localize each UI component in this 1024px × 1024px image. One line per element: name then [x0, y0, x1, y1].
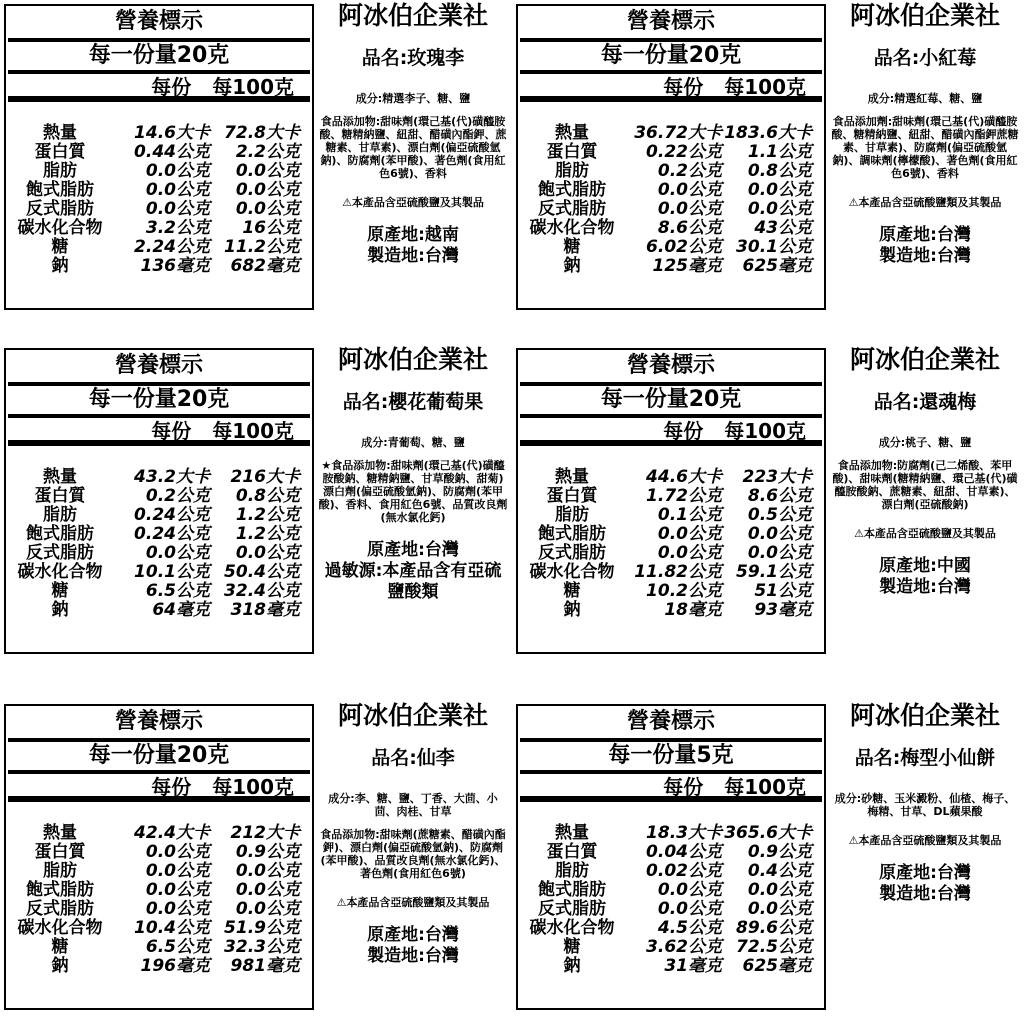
- nutrition-header: 營養標示: [114, 353, 203, 378]
- per-100g-header: 每100克: [212, 419, 294, 443]
- per-100g-value: 0.4公克: [747, 861, 812, 881]
- per-serving-header: 每份: [151, 419, 192, 443]
- per-serving-value: 6.02公克: [646, 237, 722, 257]
- per-serving-value: 196毫克: [140, 956, 210, 976]
- product-info: [318, 700, 508, 1016]
- nutrient-name: 脂肪: [555, 861, 589, 881]
- per-100g-value: 89.6公克: [736, 918, 812, 938]
- per-serving-header: 每份: [663, 775, 704, 799]
- nutrient-name: 飽式脂肪: [26, 880, 94, 900]
- nutrient-name: 熱量: [555, 467, 589, 487]
- nutrient-name: 反式脂肪: [538, 899, 606, 919]
- per-100g-value: 183.6大卡: [724, 123, 812, 143]
- per-100g-value: 0.0公克: [235, 880, 300, 900]
- nutrient-row: [10, 238, 310, 257]
- nutrition-header: 營養標示: [626, 9, 715, 34]
- per-serving-value: 0.0公克: [145, 543, 210, 563]
- nutrient-row: [522, 200, 822, 219]
- nutrient-row: [10, 181, 310, 200]
- per-serving-value: 8.6公克: [657, 218, 722, 238]
- product-info: [830, 700, 1020, 1016]
- serving-size: 每一份量20克: [8, 38, 310, 74]
- additives: ★食品添加物:甜味劑(環己基(代)磺醯胺酸鈉、糖精鈉鹽、甘草酸鈉、甜菊)漂白劑(偏亞硫酸氫鈉)、防腐劑(苯甲酸)、香料、食用紅色6號、品質改良劑(無水氯化鈣): [318, 459, 508, 524]
- nutrition-label: [512, 0, 1018, 316]
- brand-name: 阿冰伯企業社: [337, 345, 488, 374]
- ingredients: 成分:精選紅莓、糖、鹽: [867, 92, 983, 105]
- nutrient-row: [10, 143, 310, 162]
- nutrient-name: 蛋白質: [546, 142, 598, 162]
- per-100g-value: 625毫克: [742, 256, 812, 276]
- per-100g-header: 每100克: [724, 775, 806, 799]
- nutrient-row: [522, 900, 822, 919]
- nutrient-row: [10, 582, 310, 601]
- nutrient-row: [522, 162, 822, 181]
- nutrient-table: [10, 124, 310, 276]
- per-100g-value: 0.0公克: [747, 899, 812, 919]
- per-100g-value: 93毫克: [754, 600, 812, 620]
- nutrient-name: 鈉: [563, 956, 581, 976]
- nutrient-row: [522, 181, 822, 200]
- per-100g-header: 每100克: [724, 419, 806, 443]
- nutrient-row: [522, 544, 822, 563]
- per-serving-value: 0.0公克: [145, 180, 210, 200]
- serving-size: 每一份量5克: [520, 738, 822, 774]
- nutrient-name: 碳水化合物: [17, 562, 103, 582]
- per-serving-value: 0.0公克: [145, 161, 210, 181]
- nutrient-row: [522, 525, 822, 544]
- per-serving-value: 1.72公克: [646, 486, 722, 506]
- per-100g-value: 0.0公克: [235, 199, 300, 219]
- product-info: [830, 344, 1020, 660]
- per-serving-value: 0.0公克: [145, 880, 210, 900]
- nutrient-name: 蛋白質: [546, 486, 598, 506]
- additives: 食品添加劑:甜味劑(環己基(代)磺醯胺酸、糖精納鹽、紐甜、醋磺內酯鉀蔗糖素、甘草素)、防腐劑(偏亞硫酸氫鈉)、調味劑(檸檬酸)、著色劑(食用紅色6號)、香料: [831, 115, 1019, 180]
- per-100g-value: 59.1公克: [736, 562, 812, 582]
- per-100g-value: 0.0公克: [235, 861, 300, 881]
- nutrient-row: [522, 919, 822, 938]
- per-100g-value: 0.0公克: [747, 543, 812, 563]
- per-100g-value: 51公克: [754, 581, 812, 601]
- nutrient-row: [10, 900, 310, 919]
- nutrition-label: [512, 344, 1018, 660]
- nutrient-row: [522, 219, 822, 238]
- sulfite-warning: ⚠本產品含亞硫酸鹽類及其製品: [848, 834, 1002, 847]
- per-100g-value: 223大卡: [742, 467, 812, 487]
- nutrient-name: 飽式脂肪: [538, 180, 606, 200]
- per-serving-header: 每份: [151, 775, 192, 799]
- column-headers: [8, 416, 310, 446]
- per-serving-value: 0.02公克: [646, 861, 722, 881]
- per-serving-value: 31毫克: [664, 956, 722, 976]
- per-100g-value: 8.6公克: [747, 486, 812, 506]
- nutrient-name: 反式脂肪: [538, 199, 606, 219]
- nutrient-row: [522, 881, 822, 900]
- per-serving-value: 14.6大卡: [134, 123, 210, 143]
- nutrient-row: [10, 957, 310, 976]
- nutrient-name: 碳水化合物: [529, 218, 615, 238]
- ingredients: 成分:青葡萄、糖、鹽: [361, 436, 465, 449]
- nutrient-row: [10, 862, 310, 881]
- origin: 原產地:越南: [367, 225, 459, 245]
- nutrient-name: 飽式脂肪: [26, 180, 94, 200]
- nutrient-row: [522, 487, 822, 506]
- nutrient-name: 脂肪: [43, 161, 77, 181]
- per-serving-value: 0.2公克: [145, 486, 210, 506]
- nutrient-row: [522, 601, 822, 620]
- per-serving-value: 11.82公克: [634, 562, 722, 582]
- per-serving-value: 0.0公克: [657, 180, 722, 200]
- nutrient-name: 糖: [563, 937, 581, 957]
- per-100g-value: 51.9公克: [224, 918, 300, 938]
- per-100g-value: 0.0公克: [747, 880, 812, 900]
- nutrient-table: [522, 468, 822, 620]
- brand-name: 阿冰伯企業社: [849, 1, 1000, 30]
- nutrient-name: 糖: [51, 937, 69, 957]
- brand-name: 阿冰伯企業社: [849, 701, 1000, 730]
- additives: 食品添加物:甜味劑(環己基(代)磺醯胺酸、糖精納鹽、紐甜、醋磺內酯鉀、蔗糖素、甘草素)、漂白劑(偏亞硫酸氫鈉)、防腐劑(苯甲酸)、著色劑(食用紅色6號)、香料: [319, 115, 507, 180]
- per-serving-value: 18毫克: [664, 600, 722, 620]
- product-name: 品名:梅型小仙餅: [854, 747, 996, 769]
- nutrition-header: 營養標示: [114, 709, 203, 734]
- per-100g-value: 30.1公克: [736, 237, 812, 257]
- per-100g-value: 318毫克: [230, 600, 300, 620]
- per-100g-value: 0.0公克: [747, 199, 812, 219]
- per-serving-header: 每份: [663, 75, 704, 99]
- sulfite-warning: ⚠本產品含亞硫酸鹽類及其製品: [336, 896, 490, 909]
- manufacture-place: 製造地:台灣: [367, 246, 459, 266]
- nutrient-row: [10, 938, 310, 957]
- nutrition-header: 營養標示: [626, 709, 715, 734]
- per-100g-value: 72.8大卡: [224, 123, 300, 143]
- per-serving-value: 3.62公克: [646, 937, 722, 957]
- per-serving-value: 0.2公克: [657, 161, 722, 181]
- nutrient-name: 糖: [51, 581, 69, 601]
- nutrition-box: [516, 348, 826, 654]
- nutrient-name: 飽式脂肪: [26, 524, 94, 544]
- origin: 原產地:中國: [879, 556, 971, 576]
- nutrient-name: 脂肪: [555, 161, 589, 181]
- additives: 食品添加物:甜味劑(蔗糖素、醋磺內酯鉀)、漂白劑(偏亞硫酸氫鈉)、防腐劑(苯甲酸)、品質改良劑(無水氯化鈣)、著色劑(食用紅色6號): [320, 828, 506, 880]
- origin: 原產地:台灣: [879, 863, 971, 883]
- per-100g-value: 1.2公克: [235, 524, 300, 544]
- nutrient-row: [522, 257, 822, 276]
- per-100g-value: 0.8公克: [747, 161, 812, 181]
- per-serving-value: 0.0公克: [145, 899, 210, 919]
- brand-name: 阿冰伯企業社: [337, 1, 488, 30]
- per-serving-value: 18.3大卡: [646, 823, 722, 843]
- product-name: 品名:櫻花葡萄果: [342, 391, 484, 413]
- per-serving-value: 36.72大卡: [634, 123, 722, 143]
- nutrient-table: [522, 824, 822, 976]
- product-name: 品名:小紅莓: [873, 47, 977, 69]
- nutrient-row: [10, 219, 310, 238]
- column-headers: [8, 72, 310, 102]
- per-serving-value: 6.5公克: [145, 581, 210, 601]
- nutrient-name: 鈉: [51, 600, 69, 620]
- per-100g-header: 每100克: [724, 75, 806, 99]
- sulfite-warning: ⚠本產品含亞硫酸鹽類及其製品: [848, 196, 1002, 209]
- column-headers: [8, 772, 310, 802]
- nutrient-name: 熱量: [555, 123, 589, 143]
- per-100g-value: 625毫克: [742, 956, 812, 976]
- nutrient-name: 碳水化合物: [529, 562, 615, 582]
- per-serving-header: 每份: [663, 419, 704, 443]
- per-100g-value: 0.0公克: [235, 899, 300, 919]
- column-headers: [520, 72, 822, 102]
- nutrient-name: 飽式脂肪: [538, 880, 606, 900]
- per-serving-value: 4.5公克: [657, 918, 722, 938]
- nutrient-row: [10, 525, 310, 544]
- per-100g-value: 72.5公克: [736, 937, 812, 957]
- nutrient-row: [522, 582, 822, 601]
- per-serving-value: 0.0公克: [145, 199, 210, 219]
- nutrient-row: [10, 919, 310, 938]
- per-serving-value: 44.6大卡: [646, 467, 722, 487]
- per-100g-header: 每100克: [212, 775, 294, 799]
- per-100g-value: 212大卡: [230, 823, 300, 843]
- serving-size: 每一份量20克: [520, 382, 822, 418]
- nutrient-name: 碳水化合物: [17, 218, 103, 238]
- per-serving-value: 42.4大卡: [134, 823, 210, 843]
- per-100g-value: 0.5公克: [747, 505, 812, 525]
- nutrient-row: [522, 824, 822, 843]
- column-headers: [520, 416, 822, 446]
- nutrition-box: [4, 4, 314, 310]
- nutrient-name: 脂肪: [555, 505, 589, 525]
- per-serving-value: 0.0公克: [145, 842, 210, 862]
- origin: 原產地:台灣: [367, 540, 459, 560]
- per-serving-value: 0.24公克: [134, 524, 210, 544]
- nutrient-row: [10, 124, 310, 143]
- nutrient-row: [10, 563, 310, 582]
- product-name: 品名:仙李: [371, 747, 455, 769]
- nutrient-row: [522, 957, 822, 976]
- per-serving-value: 0.1公克: [657, 505, 722, 525]
- ingredients: 成分:桃子、糖、鹽: [878, 436, 972, 449]
- product-info: [318, 0, 508, 316]
- nutrition-box: [516, 704, 826, 1010]
- per-100g-value: 11.2公克: [224, 237, 300, 257]
- serving-size: 每一份量20克: [8, 738, 310, 774]
- per-100g-value: 682毫克: [230, 256, 300, 276]
- nutrient-row: [522, 506, 822, 525]
- per-serving-value: 2.24公克: [134, 237, 210, 257]
- per-serving-value: 64毫克: [152, 600, 210, 620]
- per-100g-value: 0.8公克: [235, 486, 300, 506]
- ingredients: 成分:精選李子、糖、鹽: [355, 92, 471, 105]
- nutrient-name: 蛋白質: [546, 842, 598, 862]
- per-100g-value: 50.4公克: [224, 562, 300, 582]
- nutrient-table: [10, 824, 310, 976]
- nutrient-name: 碳水化合物: [529, 918, 615, 938]
- per-100g-value: 32.4公克: [224, 581, 300, 601]
- nutrition-label: [0, 700, 506, 1016]
- per-100g-value: 16公克: [242, 218, 300, 238]
- per-100g-value: 0.0公克: [747, 524, 812, 544]
- nutrient-name: 熱量: [43, 823, 77, 843]
- nutrient-name: 糖: [51, 237, 69, 257]
- nutrition-label: [0, 0, 506, 316]
- nutrient-table: [10, 468, 310, 620]
- per-100g-header: 每100克: [212, 75, 294, 99]
- ingredients: 成分:砂糖、玉米澱粉、仙楂、梅子、梅精、甘草、DL蘋果酸: [834, 792, 1016, 818]
- column-headers: [520, 772, 822, 802]
- nutrient-row: [10, 162, 310, 181]
- nutrient-row: [10, 487, 310, 506]
- nutrient-row: [522, 938, 822, 957]
- nutrient-name: 蛋白質: [34, 142, 86, 162]
- nutrient-row: [10, 881, 310, 900]
- product-info: [830, 0, 1020, 316]
- nutrient-row: [10, 257, 310, 276]
- per-serving-value: 0.0公克: [657, 524, 722, 544]
- nutrient-name: 蛋白質: [34, 486, 86, 506]
- nutrition-header: 營養標示: [626, 353, 715, 378]
- per-serving-header: 每份: [151, 75, 192, 99]
- nutrient-row: [522, 143, 822, 162]
- per-serving-value: 0.0公克: [657, 880, 722, 900]
- nutrient-name: 鈉: [51, 256, 69, 276]
- nutrition-box: [516, 4, 826, 310]
- nutrient-row: [522, 238, 822, 257]
- brand-name: 阿冰伯企業社: [337, 701, 488, 730]
- nutrient-name: 反式脂肪: [26, 199, 94, 219]
- per-100g-value: 1.2公克: [235, 505, 300, 525]
- nutrient-row: [10, 506, 310, 525]
- nutrient-row: [522, 843, 822, 862]
- per-serving-value: 0.04公克: [646, 842, 722, 862]
- per-100g-value: 0.0公克: [235, 543, 300, 563]
- product-name: 品名:玫瑰李: [361, 47, 465, 69]
- nutrient-name: 碳水化合物: [17, 918, 103, 938]
- nutrient-name: 脂肪: [43, 861, 77, 881]
- per-serving-value: 3.2公克: [145, 218, 210, 238]
- nutrient-row: [522, 862, 822, 881]
- per-serving-value: 0.22公克: [646, 142, 722, 162]
- nutrient-row: [522, 563, 822, 582]
- per-100g-value: 0.9公克: [235, 842, 300, 862]
- per-serving-value: 0.0公克: [657, 543, 722, 563]
- sulfite-warning: ⚠本產品含亞硫酸鹽及其製品: [342, 196, 484, 209]
- nutrient-name: 糖: [563, 237, 581, 257]
- nutrient-name: 糖: [563, 581, 581, 601]
- per-100g-value: 0.0公克: [235, 180, 300, 200]
- serving-size: 每一份量20克: [8, 382, 310, 418]
- nutrient-name: 反式脂肪: [26, 899, 94, 919]
- manufacture-place: 過敏源:本產品含有亞硫鹽酸類: [324, 561, 502, 602]
- nutrient-row: [10, 843, 310, 862]
- per-100g-value: 0.0公克: [235, 161, 300, 181]
- manufacture-place: 製造地:台灣: [879, 246, 971, 266]
- nutrient-name: 反式脂肪: [26, 543, 94, 563]
- per-serving-value: 0.24公克: [134, 505, 210, 525]
- manufacture-place: 製造地:台灣: [879, 577, 971, 597]
- nutrient-name: 反式脂肪: [538, 543, 606, 563]
- additives: 食品添加物:防腐劑(己二烯酸、苯甲酸)、甜味劑(糖精納鹽、環己基(代)磺醯胺酸鈉、蔗糖素、紐甜、甘草素)、漂白劑(亞硫酸鈉): [832, 459, 1018, 511]
- nutrient-row: [10, 544, 310, 563]
- origin: 原產地:台灣: [879, 225, 971, 245]
- serving-size: 每一份量20克: [520, 38, 822, 74]
- sulfite-warning: ⚠本產品含亞硫酸鹽及其製品: [854, 527, 996, 540]
- per-100g-value: 43公克: [754, 218, 812, 238]
- per-serving-value: 10.2公克: [646, 581, 722, 601]
- product-name: 品名:還魂梅: [873, 391, 977, 413]
- nutrient-name: 鈉: [51, 956, 69, 976]
- nutrient-row: [10, 468, 310, 487]
- product-info: [318, 344, 508, 660]
- per-100g-value: 216大卡: [230, 467, 300, 487]
- nutrition-label: [512, 700, 1018, 1016]
- manufacture-place: 製造地:台灣: [367, 946, 459, 966]
- per-serving-value: 43.2大卡: [134, 467, 210, 487]
- nutrition-box: [4, 704, 314, 1010]
- per-100g-value: 2.2公克: [235, 142, 300, 162]
- nutrient-row: [522, 124, 822, 143]
- nutrient-row: [522, 468, 822, 487]
- nutrient-name: 熱量: [43, 123, 77, 143]
- per-100g-value: 32.3公克: [224, 937, 300, 957]
- per-100g-value: 1.1公克: [747, 142, 812, 162]
- per-100g-value: 981毫克: [230, 956, 300, 976]
- per-serving-value: 0.44公克: [134, 142, 210, 162]
- per-serving-value: 0.0公克: [657, 199, 722, 219]
- nutrition-box: [4, 348, 314, 654]
- nutrient-name: 脂肪: [43, 505, 77, 525]
- per-100g-value: 0.0公克: [747, 180, 812, 200]
- per-100g-value: 365.6大卡: [724, 823, 812, 843]
- nutrient-row: [10, 824, 310, 843]
- nutrient-name: 熱量: [555, 823, 589, 843]
- nutrient-name: 鈉: [563, 600, 581, 620]
- nutrient-table: [522, 124, 822, 276]
- per-serving-value: 6.5公克: [145, 937, 210, 957]
- nutrient-row: [10, 200, 310, 219]
- nutrient-row: [10, 601, 310, 620]
- nutrient-name: 飽式脂肪: [538, 524, 606, 544]
- nutrient-name: 熱量: [43, 467, 77, 487]
- origin: 原產地:台灣: [367, 925, 459, 945]
- nutrient-name: 鈉: [563, 256, 581, 276]
- per-serving-value: 125毫克: [652, 256, 722, 276]
- brand-name: 阿冰伯企業社: [849, 345, 1000, 374]
- per-serving-value: 10.1公克: [134, 562, 210, 582]
- nutrition-label: [0, 344, 506, 660]
- per-serving-value: 10.4公克: [134, 918, 210, 938]
- per-serving-value: 0.0公克: [657, 899, 722, 919]
- nutrient-name: 蛋白質: [34, 842, 86, 862]
- per-serving-value: 136毫克: [140, 256, 210, 276]
- nutrition-header: 營養標示: [114, 9, 203, 34]
- manufacture-place: 製造地:台灣: [879, 884, 971, 904]
- per-serving-value: 0.0公克: [145, 861, 210, 881]
- per-100g-value: 0.9公克: [747, 842, 812, 862]
- ingredients: 成分:李、糖、鹽、丁香、大茴、小茴、肉桂、甘草: [328, 792, 498, 818]
